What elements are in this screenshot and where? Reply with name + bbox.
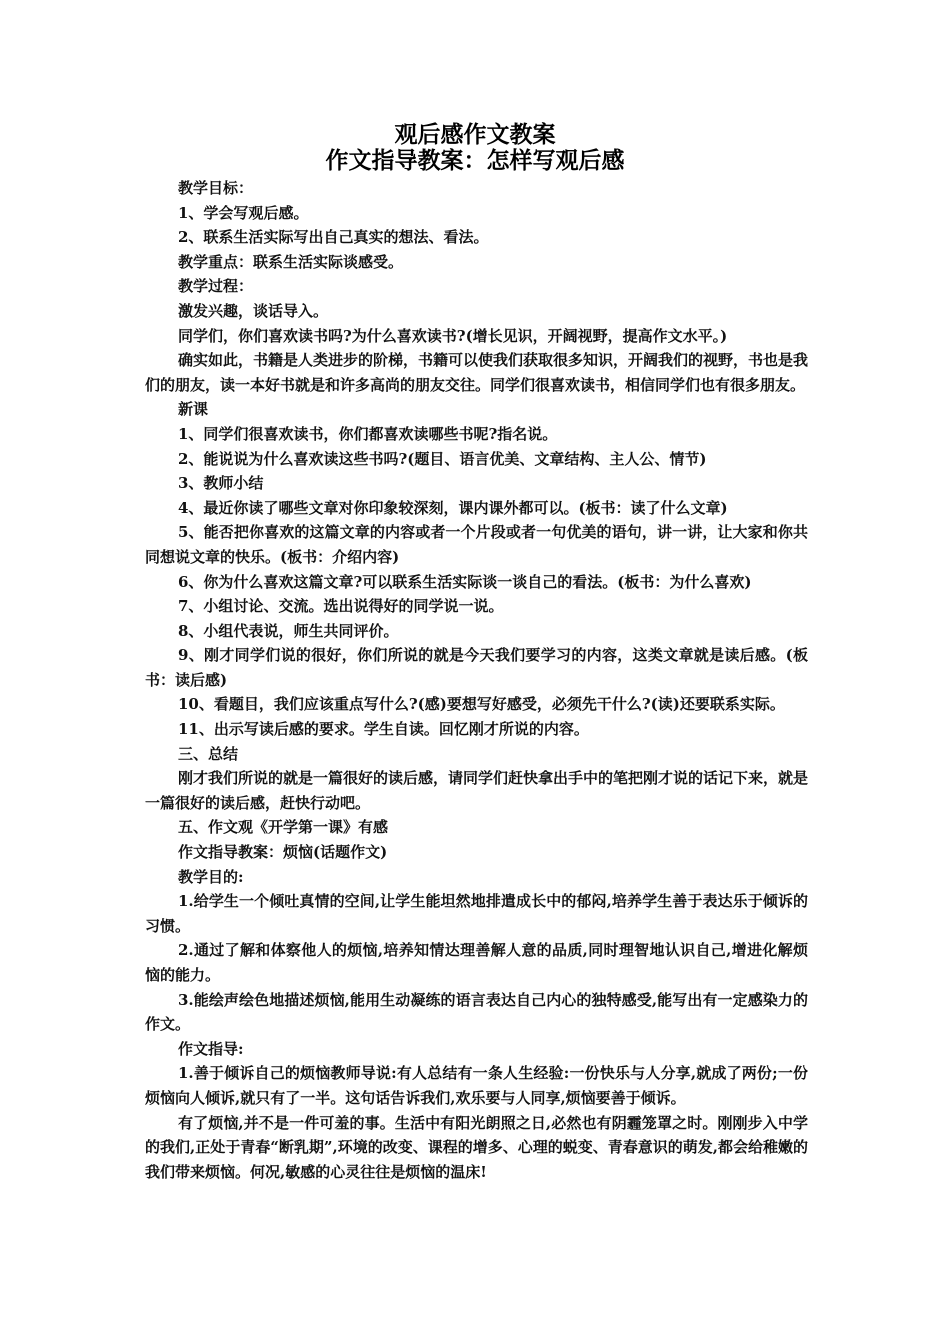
document-title: 观后感作文教案 (394, 121, 556, 148)
paragraph: 3、教师小结 (178, 474, 264, 493)
paragraph: 确实如此，书籍是人类进步的阶梯，书籍可以使我们获取很多知识，开阔我们的视野，书也是我们的朋友，读一本好书就是和许多高尚的朋友交往。同学们很喜欢读书，相信同学们也有很多朋友。 (145, 351, 809, 394)
paragraph: 2、联系生活实际写出自己真实的想法、看法。 (178, 228, 489, 247)
paragraph: 3.能绘声绘色地描述烦恼,能用生动凝练的语言表达自己内心的独特感受,能写出有一定感染力的作文。 (145, 990, 808, 1034)
document-body (145, 176, 808, 1184)
paragraph: 10、看题目，我们应该重点写什么?(感)要想写好感受，必须先干什么?(读)还要联系实际。 (178, 695, 785, 714)
paragraph: 5、能否把你喜欢的这篇文章的内容或者一个片段或者一句优美的语句，讲一讲，让大家和你共同想说文章的快乐。(板书：介绍内容) (145, 523, 808, 566)
paragraph: 教学重点：联系生活实际谈感受。 (178, 252, 404, 271)
paragraph: 有了烦恼,并不是一件可羞的事。生活中有阳光朗照之日,必然也有阴霾笼罩之时。刚刚步入中学的我们,正处于青春“断乳期”,环境的改变、课程的增多、心理的蜕变、青春意识的萌发,都会给稚嫩的我们带来烦恼。何况,敏感的心灵往往是烦恼的温床! (145, 1113, 808, 1181)
paragraph: 9、刚才同学们说的很好，你们所说的就是今天我们要学习的内容，这类文章就是读后感。(板书：读后感) (145, 646, 808, 689)
paragraph: 8、小组代表说，师生共同评价。 (178, 621, 399, 640)
paragraph: 三、总结 (178, 744, 239, 763)
paragraph: 五、作文观《开学第一课》有感 (178, 818, 389, 837)
paragraph: 2、能说说为什么喜欢读这些书吗?(题目、语言优美、文章结构、主人公、情节) (178, 449, 707, 468)
paragraph: 教学过程： (178, 277, 254, 296)
paragraph: 作文指导教案：烦恼(话题作文) (178, 843, 388, 862)
paragraph: 2.通过了解和体察他人的烦恼,培养知情达理善解人意的品质,同时理智地认识自己,增进化解烦恼的能力。 (145, 941, 808, 984)
paragraph: 1、学会写观后感。 (178, 203, 309, 222)
paragraph: 教学目的: (178, 867, 244, 886)
paragraph: 激发兴趣，谈话导入。 (178, 301, 329, 320)
paragraph: 1.给学生一个倾吐真情的空间,让学生能坦然地排遣成长中的郁闷,培养学生善于表达乐于倾诉的习惯。 (145, 892, 808, 935)
paragraph: 新课 (178, 400, 209, 419)
paragraph: 1.善于倾诉自己的烦恼教师导说:有人总结有一条人生经验:一份快乐与人分享,就成了两份;一份烦恼向人倾诉,就只有了一半。这句话告诉我们,欢乐要与人同享,烦恼要善于倾诉。 (145, 1064, 808, 1107)
paragraph: 同学们，你们喜欢读书吗?为什么喜欢读书?(增长见识，开阔视野，提高作文水平。) (178, 326, 728, 345)
paragraph: 1、同学们很喜欢读书，你们都喜欢读哪些书呢?指名说。 (178, 424, 558, 443)
paragraph: 7、小组讨论、交流。选出说得好的同学说一说。 (178, 597, 504, 616)
paragraph: 刚才我们所说的就是一篇很好的读后感，请同学们赶快拿出手中的笔把刚才说的话记下来，就是一篇很好的读后感，赶快行动吧。 (145, 769, 809, 812)
paragraph: 教学目标： (178, 179, 254, 197)
paragraph: 6、你为什么喜欢这篇文章?可以联系生活实际谈一谈自己的看法。(板书：为什么喜欢) (178, 572, 752, 591)
paragraph: 11、出示写读后感的要求。学生自读。回忆刚才所说的内容。 (178, 720, 589, 739)
paragraph: 作文指导: (178, 1039, 244, 1058)
paragraph: 4、最近你读了哪些文章对你印象较深刻，课内课外都可以。(板书：读了什么文章) (178, 498, 728, 517)
document-subtitle: 作文指导教案：怎样写观后感 (325, 147, 625, 174)
